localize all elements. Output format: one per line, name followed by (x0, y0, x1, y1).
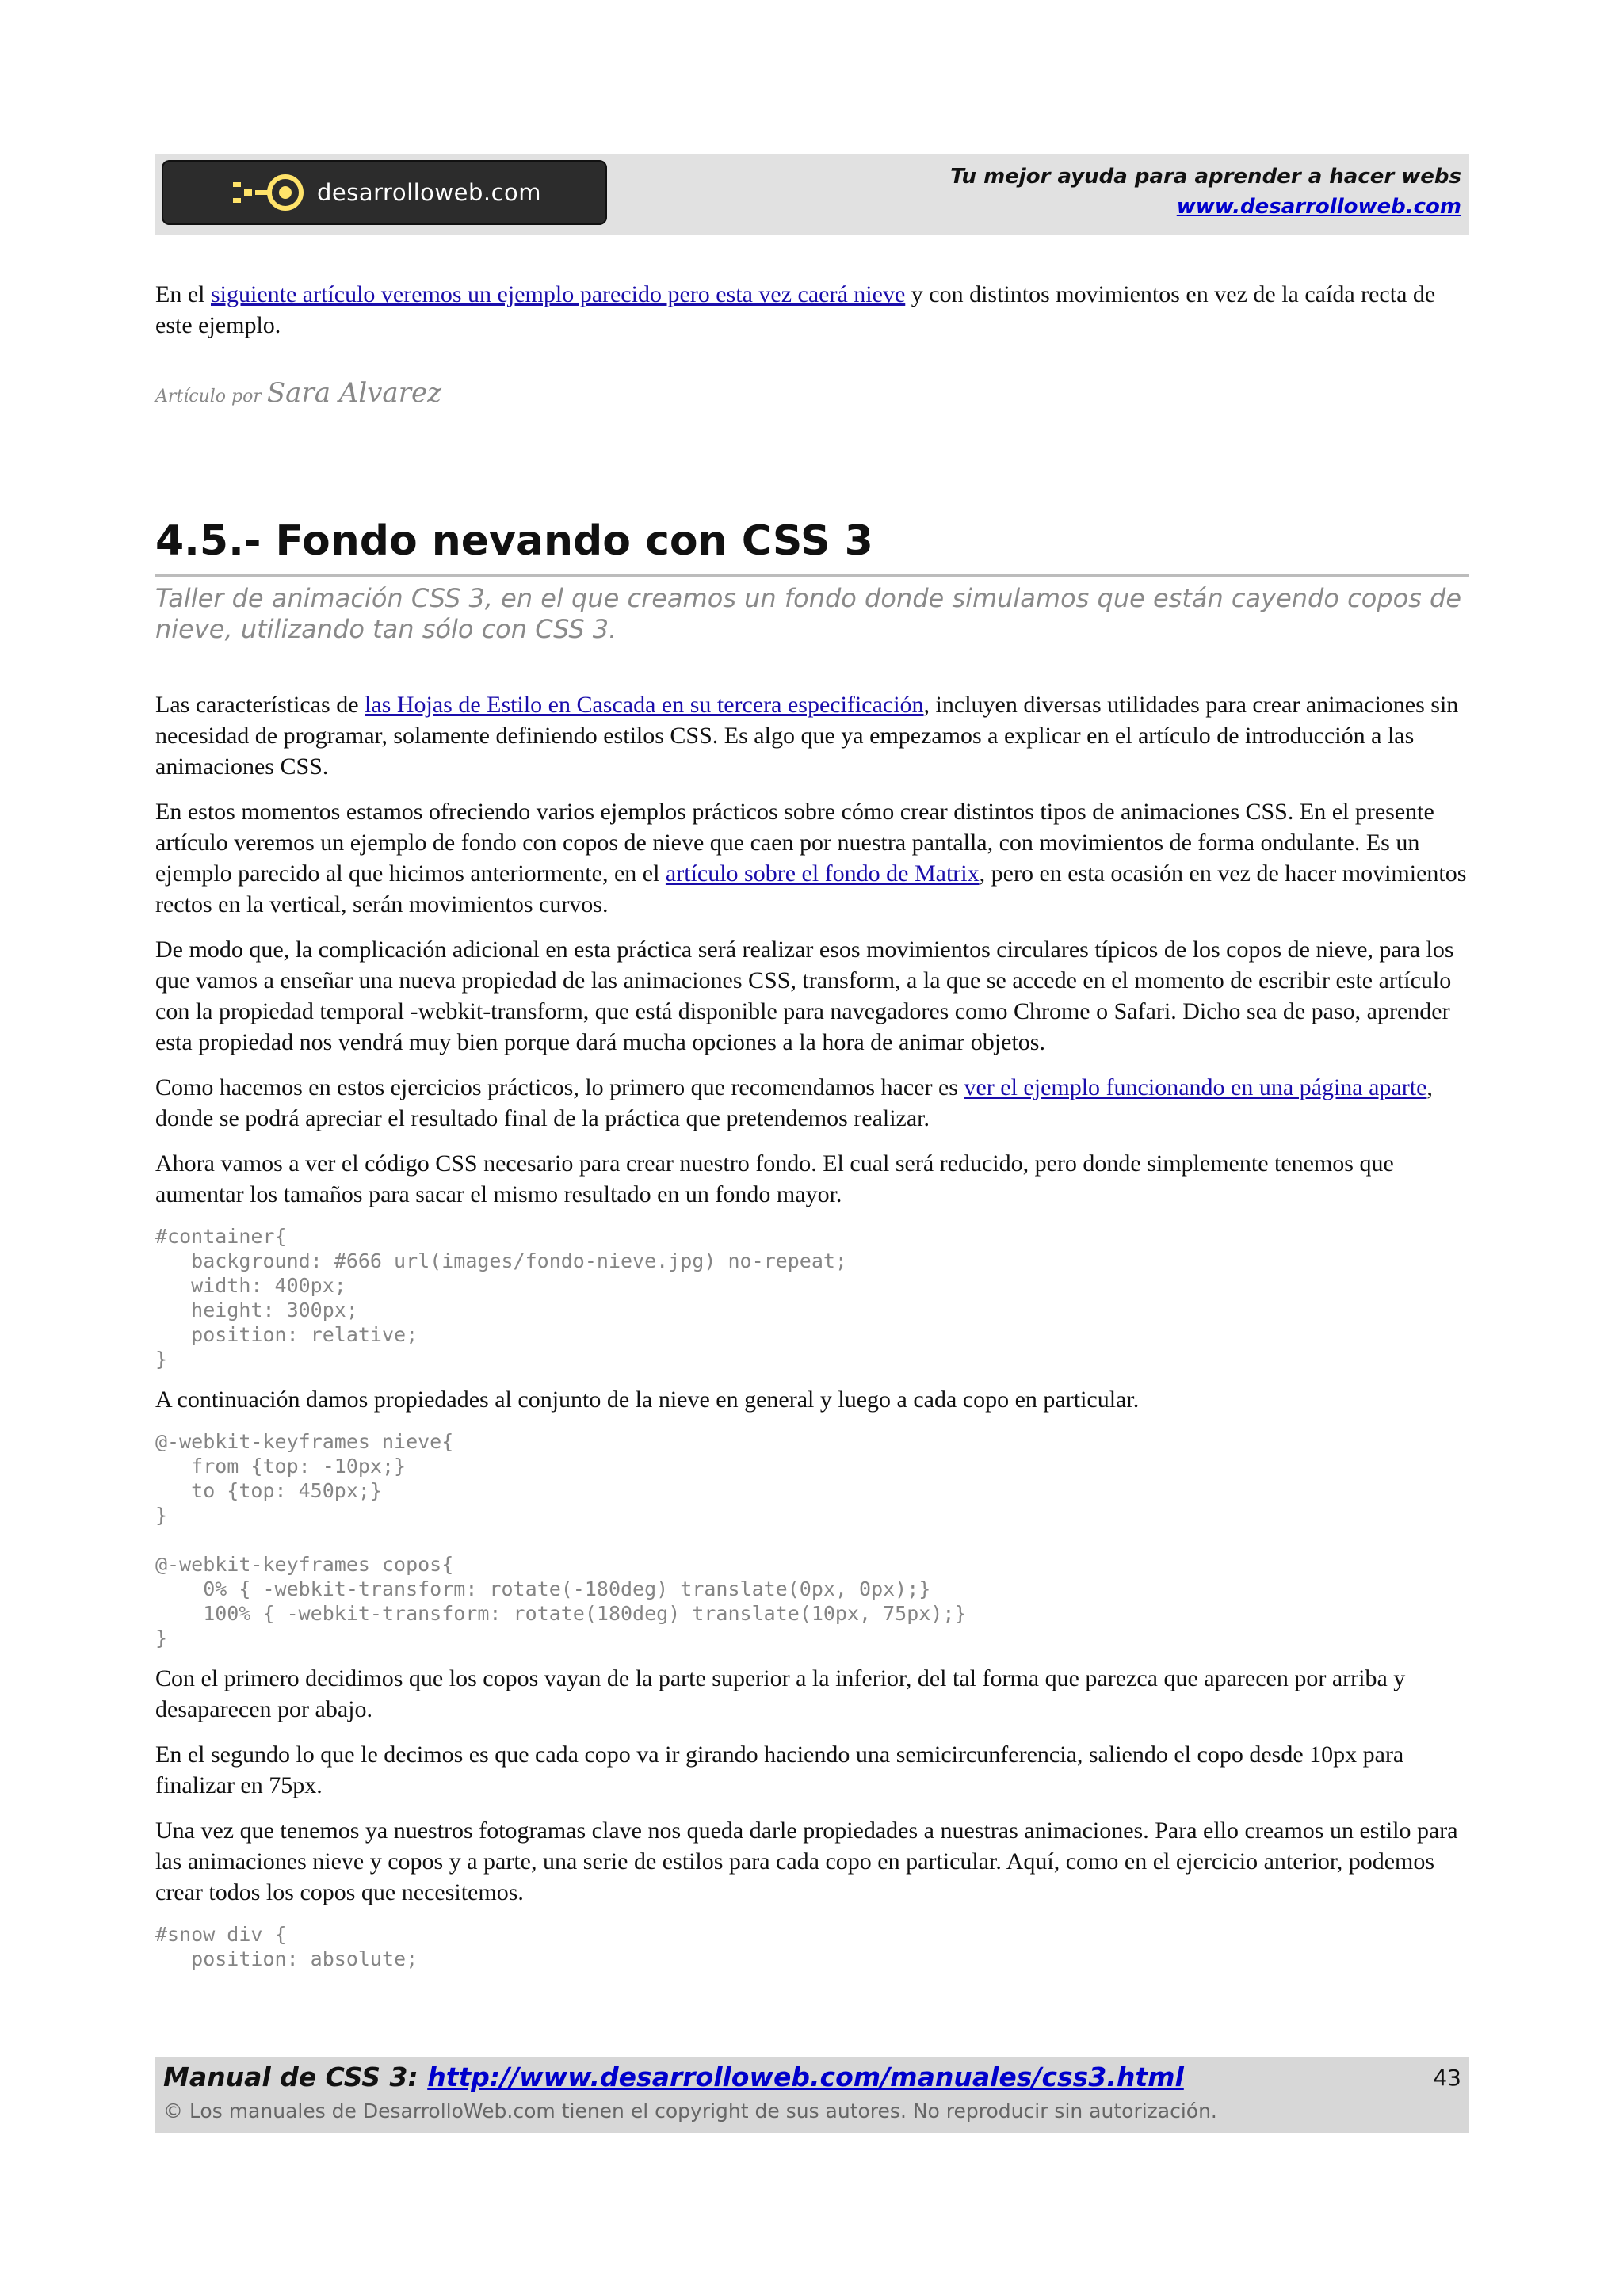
article-title: 4.5.- Fondo nevando con CSS 3 (155, 517, 1469, 577)
paragraph-7: Con el primero decidimos que los copos vayan de la parte superior a la inferior, del tal forma que parezca que aparecen por arriba y desaparecen por abajo. (155, 1665, 1406, 1722)
footer-title-prefix: Manual de CSS 3: (163, 2061, 428, 2092)
code-block-container: #container{ background: #666 url(images/fondo-nieve.jpg) no-repeat; width: 400px; height: 300px; position: relative; } (155, 1225, 847, 1371)
code-block-snow: #snow div { position: absolute; (155, 1923, 418, 1970)
text-span: Las características de (155, 692, 365, 718)
article-subtitle: Taller de animación CSS 3, en el que creamos un fondo donde simulamos que están cayendo copos de nieve, utilizando tan sólo con CSS 3. (155, 583, 1461, 644)
code-block-keyframes: @-webkit-keyframes nieve{ from {top: -10px;} to {top: 450px;} } @-webkit-keyframes copos{ 0% { -webkit-transform: rotate(-180deg) translate(0px, 0px);} 100% { -webkit-transform: rotate(180deg) translate(10px, 75px);} } (155, 1430, 967, 1650)
footer-title (163, 2061, 1184, 2092)
text-span: , pero en esta ocasión en vez de hacer movimientos rectos en la vertical, serán movimientos curvos. (155, 860, 1467, 917)
paragraph-9: Una vez que tenemos ya nuestros fotogramas clave nos queda darle propiedades a nuestras animaciones. Para ello creamos un estilo para las animaciones nieve y copos y a parte, una serie de estilos para cada copo en particular. Aquí, como en el ejercicio anterior, podemos crear todos los copos que necesitemos. (155, 1817, 1458, 1905)
main-content (155, 279, 1469, 1984)
paragraph-8: En el segundo lo que le decimos es que cada copo va ir girando haciendo una semicircunferencia, saliendo el copo desde 10px para finalizar en 75px. (155, 1741, 1404, 1798)
page-footer (155, 2057, 1469, 2133)
intro-paragraph (155, 279, 1469, 341)
text-span: Como hacemos en estos ejercicios prácticos, lo primero que recomendamos hacer es (155, 1074, 964, 1100)
logo-text: desarrolloweb.com (317, 179, 542, 206)
example-page-link[interactable]: ver el ejemplo funcionando en una página aparte (964, 1074, 1427, 1100)
text-span: , donde se podrá apreciar el resultado final de la práctica que pretendemos realizar. (155, 1074, 1433, 1131)
css3-spec-link[interactable]: las Hojas de Estilo en Cascada en su tercera especificación (365, 692, 924, 718)
manual-url-link[interactable]: http://www.desarrolloweb.com/manuales/css3.html (427, 2061, 1184, 2092)
byline-prefix: Artículo por (155, 387, 267, 406)
page-number: 43 (1433, 2065, 1461, 2091)
header-tagline (950, 162, 1461, 222)
author-byline (155, 377, 1469, 409)
logo-icon (233, 174, 312, 212)
paragraph-4 (155, 1072, 1469, 1134)
footer-copyright: © Los manuales de DesarrolloWeb.com tienen el copyright de sus autores. No reproducir sin autorización. (163, 2100, 1217, 2122)
header-url-link[interactable]: www.desarrolloweb.com (1176, 195, 1461, 219)
paragraph-2 (155, 796, 1469, 920)
paragraph-6: A continuación damos propiedades al conjunto de la nieve en general y luego a cada copo en particular. (155, 1386, 1140, 1413)
text-span: En estos momentos estamos ofreciendo varios ejemplos prácticos sobre cómo crear distintos tipos de animaciones CSS. En el presente artículo veremos un ejemplo de fondo con copos de nieve que caen por nuestra pantalla, con movimientos de forma ondulante. Es un ejemplo parecido al que hicimos anteriormente, en el (155, 799, 1434, 887)
text-span: En el (155, 281, 211, 307)
text-span: , incluyen diversas utilidades para crear animaciones sin necesidad de programar, solamente definiendo estilos CSS. Es algo que ya empezamos a explicar en el artículo de introducción a las animaciones CSS. (155, 692, 1459, 780)
desarrolloweb-logo[interactable] (162, 160, 607, 225)
paragraph-1 (155, 689, 1469, 782)
author-name: Sara Alvarez (266, 377, 441, 409)
next-article-link[interactable]: siguiente artículo veremos un ejemplo parecido pero esta vez caerá nieve (210, 281, 906, 307)
text-span: y con distintos movimientos en vez de la caída recta de este ejemplo. (155, 281, 1436, 338)
paragraph-5: Ahora vamos a ver el código CSS necesario para crear nuestro fondo. El cual será reducido, pero donde simplemente tenemos que aumentar los tamaños para sacar el mismo resultado en un fondo mayor. (155, 1150, 1394, 1207)
page-header (155, 154, 1469, 235)
matrix-article-link[interactable]: artículo sobre el fondo de Matrix (665, 860, 980, 887)
tagline-text: Tu mejor ayuda para aprender a hacer webs (950, 165, 1461, 189)
paragraph-3: De modo que, la complicación adicional en esta práctica será realizar esos movimientos circulares típicos de los copos de nieve, para los que vamos a enseñar una nueva propiedad de las animaciones CSS, transform, a la que se accede en el momento de escribir este artículo con la propiedad temporal -webkit-transform, que está disponible para navegadores como Chrome o Safari. Dicho sea de paso, aprender esta propiedad nos vendrá muy bien porque dará mucha opciones a la hora de animar objetos. (155, 936, 1454, 1055)
